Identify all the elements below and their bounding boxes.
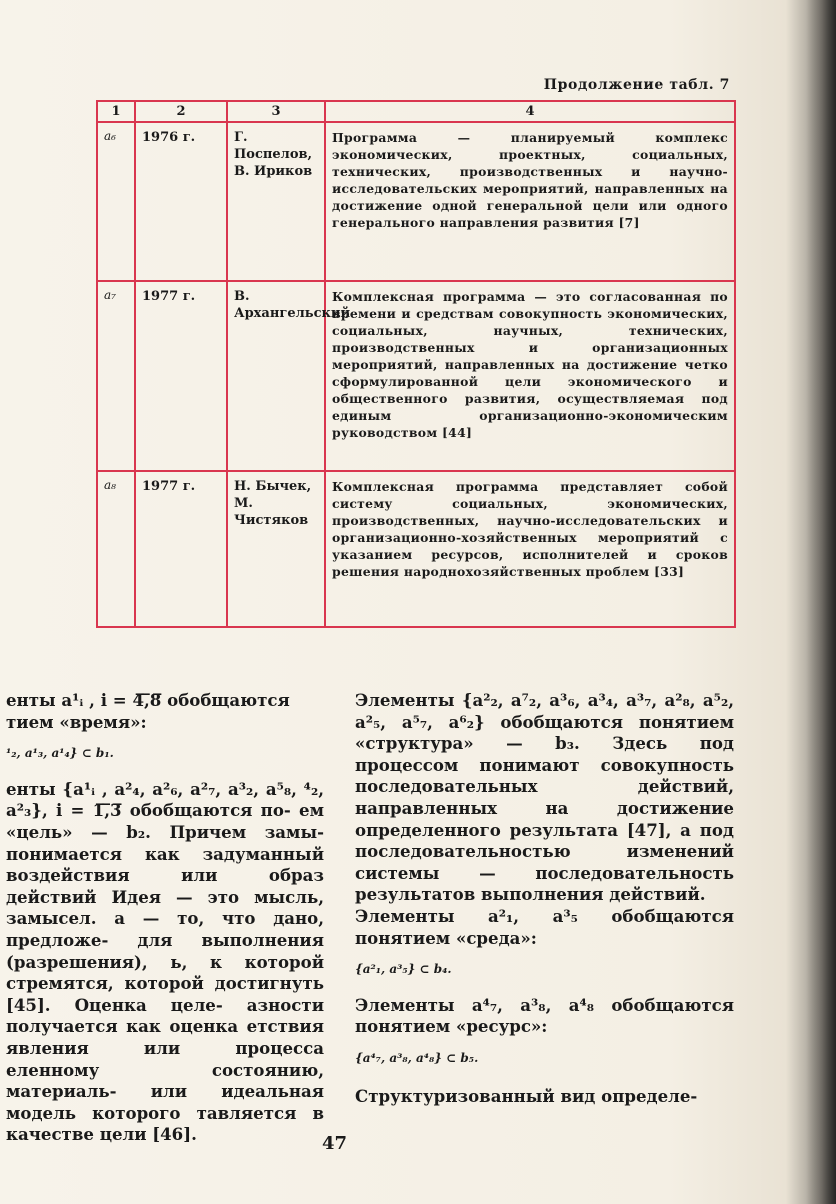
row-symbol: a₇: [97, 281, 135, 471]
formula: ¹₂, a¹₃, a¹₄} ⊂ b₁.: [6, 746, 114, 761]
paragraph: тием «время»:: [6, 711, 147, 732]
formula: {a⁴₇, a³₈, a⁴₈} ⊂ b₅.: [355, 1050, 479, 1065]
row-authors: Г. Поспелов, В. Ириков: [227, 122, 325, 281]
table-header-row: [97, 101, 735, 122]
column-header: 3: [227, 101, 325, 122]
column-header: 2: [135, 101, 227, 122]
paragraph: Элементы {a²₂, a⁷₂, a³₆, a³₄, a³₇, a²₈, a⁵₂, a²₅, a⁵₇, a⁶₂} обобщаются понятием «структура» — b₃. Здесь под процессом понимают совокупность последовательных действий, направленных на достижение определенного результата [47], а под последовательностью изменений системы — последовательность результатов выполнения действий.: [355, 690, 734, 905]
row-authors: Н. Бычек, М. Чистяков: [227, 471, 325, 627]
formula: {a²₁, a³₅} ⊂ b₄.: [355, 962, 452, 977]
page-number: 47: [322, 1133, 348, 1154]
row-definition: Программа — планируемый комплекс экономических, проектных, социальных, технических, производственных и научно-исследовательских мероприятий, направленных на достижение одной генеральной цели или одного генерального направления развития [7]: [325, 122, 735, 281]
paragraph: Элементы a⁴₇, a³₈, a⁴₈ обобщаются понятием «ресурс»:: [355, 994, 734, 1037]
row-symbol: a₆: [97, 122, 135, 281]
paragraph: Элементы a²₁, a³₅ обобщаются понятием «среда»:: [355, 905, 734, 948]
table-row: [97, 281, 735, 471]
table-row: [97, 122, 735, 281]
row-definition: Комплексная программа представляет собой систему социальных, экономических, производственных, научно-исследовательских и организационно-хозяйственных мероприятий с указанием ресурсов, исполнителей и сроков решения народнохозяйственных проблем [33]: [325, 471, 735, 627]
paragraph: Структуризованный вид определе-: [355, 1085, 698, 1106]
row-symbol: a₈: [97, 471, 135, 627]
paragraph: енты {a¹ᵢ , a²₄, a²₆, a²₇, a³₂, a⁵₈, ⁴₂, a²₃}, i = 1̅,̅3̅ обобщаются по- ем «цель» — b₂. Причем замы- понимается как задуманный воздействия или образ действий Идея — это мысль, замысел. а — то, что дано, предложе- для выполнения (разрешения), ь, к которой стремятся, которой достигнуть [45]. Оценка целе- азности получается как оценка етствия явления или процесса еленному состоянию, материаль- или идеальная модель которого тавляется в качестве цели [46].: [6, 778, 324, 1145]
row-authors: В. Архангельский: [227, 281, 325, 471]
table-continuation-label: Продолжение табл. 7: [543, 77, 730, 93]
row-year: 1977 г.: [135, 471, 227, 627]
column-header: 4: [325, 101, 735, 122]
definitions-table: [96, 100, 736, 628]
right-text-column: [355, 690, 734, 1107]
row-definition: Комплексная программа — это согласованная по времени и средствам совокупность экономических, социальных, научных, технических, производственных и организационных мероприятий, направленных на достижение четко сформулированной цели экономического и общественного развития, осуществляемая под единым организационно-экономическим руководством [44]: [325, 281, 735, 471]
row-year: 1976 г.: [135, 122, 227, 281]
page-edge-shadow: [806, 0, 836, 1204]
left-text-column: [6, 690, 324, 1146]
paragraph: енты a¹ᵢ , i = 4̅,̅8̅ обобщаются: [6, 690, 290, 710]
table-row: [97, 471, 735, 627]
row-year: 1977 г.: [135, 281, 227, 471]
column-header: 1: [97, 101, 135, 122]
